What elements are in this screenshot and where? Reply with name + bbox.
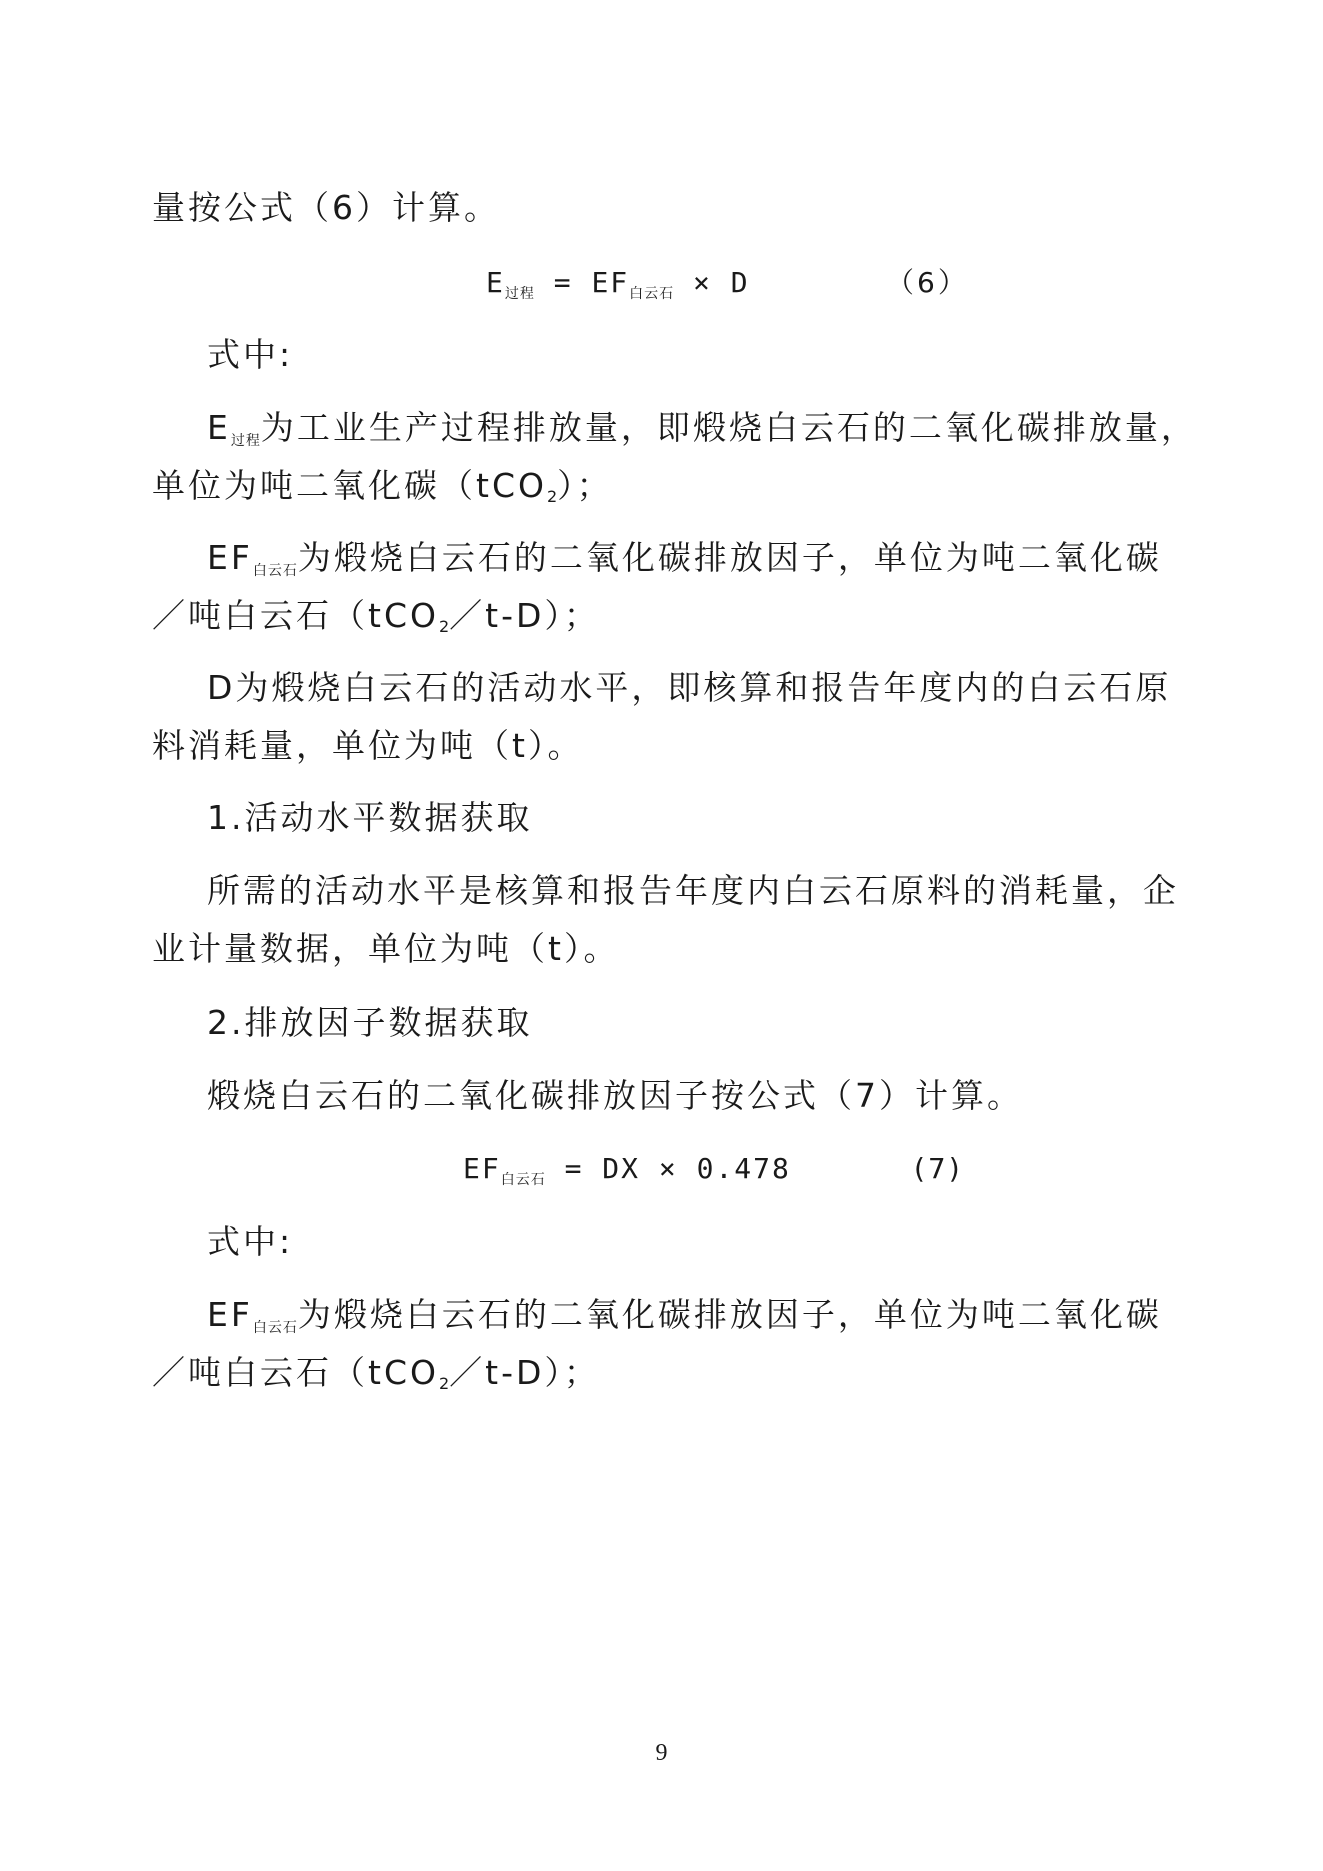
equation-number-6: （6） bbox=[886, 266, 969, 299]
definition-ef-line2 bbox=[152, 1353, 600, 1404]
unit-text: ／吨白云石（tCO bbox=[152, 1353, 439, 1392]
activity-data-paragraph: 所需的活动水平是核算和报告年度内白云石原料的消耗量，企 bbox=[207, 871, 1179, 910]
formula-6 bbox=[486, 263, 750, 314]
where-label: 式中: bbox=[207, 1222, 294, 1261]
activity-data-paragraph-line2: 业计量数据，单位为吨（t）。 bbox=[152, 929, 620, 968]
formula-lhs-subscript: 过程 bbox=[504, 286, 535, 302]
unit-subscript: 2 bbox=[438, 1374, 450, 1393]
unit-text-end: ／t-D）； bbox=[449, 1353, 600, 1392]
formula-equals: = bbox=[553, 266, 573, 299]
page-number: 9 bbox=[655, 1740, 668, 1766]
emission-factor-intro: 煅烧白云石的二氧化碳排放因子按公式（7）计算。 bbox=[207, 1076, 1023, 1115]
definition-d-line2: 料消耗量，单位为吨（t）。 bbox=[152, 726, 584, 765]
formula-ef-subscript: 白云石 bbox=[629, 286, 675, 302]
definition-e-process-line2 bbox=[152, 466, 613, 517]
where-label: 式中: bbox=[207, 335, 294, 374]
symbol-e-subscript: 过程 bbox=[230, 433, 261, 449]
symbol-ef: EF bbox=[207, 1295, 253, 1334]
formula-7 bbox=[463, 1149, 791, 1200]
symbol-ef: EF bbox=[207, 538, 253, 577]
formula-dx: DX bbox=[602, 1152, 641, 1185]
formula-ef: EF bbox=[463, 1152, 501, 1185]
definition-d: D为煅烧白云石的活动水平，即核算和报告年度内的白云石原 bbox=[207, 668, 1172, 707]
formula-rhs: D bbox=[730, 266, 750, 299]
formula-equals: = bbox=[564, 1152, 584, 1185]
formula-times: × bbox=[693, 266, 712, 299]
formula-lhs: E bbox=[486, 266, 505, 299]
formula-coefficient: 0.478 bbox=[696, 1152, 791, 1185]
definition-ef-line2 bbox=[152, 596, 600, 647]
definition-text: 为工业生产过程排放量，即煅烧白云石的二氧化碳排放量， bbox=[260, 408, 1197, 447]
symbol-ef-subscript: 白云石 bbox=[252, 563, 298, 579]
unit-text-end: ／t-D）； bbox=[449, 596, 600, 635]
equation-number-7: (7) bbox=[914, 1152, 963, 1185]
unit-text-end: ）； bbox=[557, 466, 613, 505]
paragraph-continuation: 量按公式（6）计算。 bbox=[152, 188, 500, 227]
section-heading-activity-data: 1.活动水平数据获取 bbox=[207, 798, 533, 837]
symbol-ef-subscript: 白云石 bbox=[252, 1320, 298, 1336]
unit-text: 单位为吨二氧化碳（tCO bbox=[152, 466, 547, 505]
definition-text: 为煅烧白云石的二氧化碳排放因子，单位为吨二氧化碳 bbox=[297, 1295, 1162, 1334]
definition-e-process bbox=[207, 408, 1197, 461]
unit-subscript: 2 bbox=[438, 617, 450, 636]
definition-ef bbox=[207, 538, 1162, 591]
formula-times: × bbox=[658, 1152, 678, 1185]
symbol-e: E bbox=[207, 408, 231, 447]
formula-ef-subscript: 白云石 bbox=[500, 1172, 546, 1188]
section-heading-emission-factor: 2.排放因子数据获取 bbox=[207, 1003, 533, 1042]
definition-text: 为煅烧白云石的二氧化碳排放因子，单位为吨二氧化碳 bbox=[297, 538, 1162, 577]
definition-ef bbox=[207, 1295, 1162, 1348]
unit-text: ／吨白云石（tCO bbox=[152, 596, 439, 635]
unit-subscript: 2 bbox=[546, 487, 558, 506]
formula-ef: EF bbox=[591, 266, 630, 299]
